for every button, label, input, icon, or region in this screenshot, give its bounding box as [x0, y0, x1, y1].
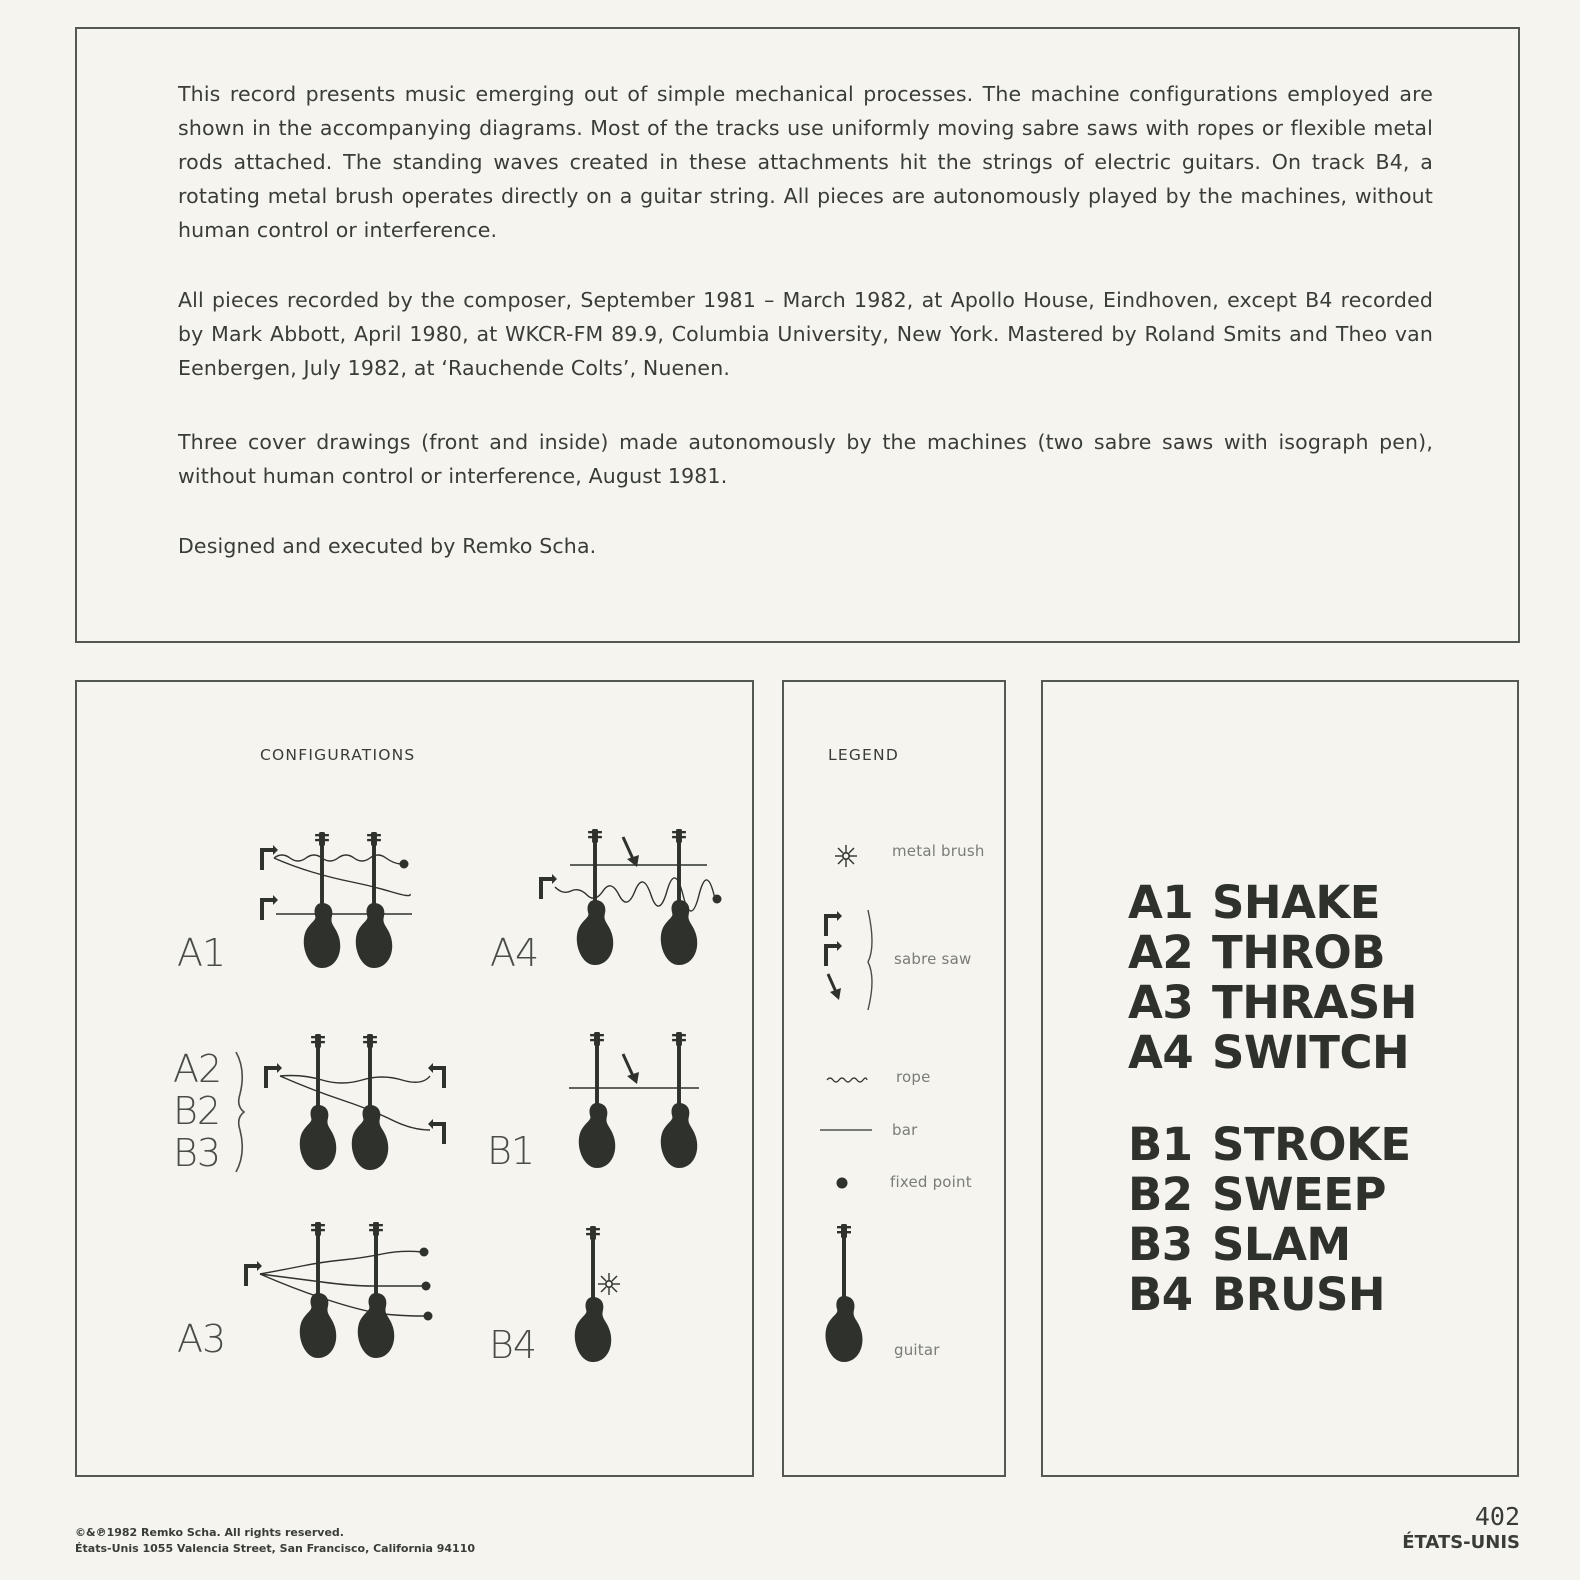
config-diagram-b1 [567, 1032, 707, 1172]
label-name: ÉTATS-UNIS [1402, 1532, 1520, 1553]
legend-label-guitar: guitar [894, 1341, 940, 1359]
config-diagram-a2-b2-b3 [262, 1034, 452, 1174]
track-title: BRUSH [1212, 1268, 1386, 1321]
track-b4 [1128, 1270, 1385, 1320]
legend-label-metal-brush: metal brush [892, 842, 985, 860]
track-title: THRASH [1212, 976, 1417, 1029]
bar-icon [820, 1128, 874, 1132]
track-title: STROKE [1212, 1118, 1411, 1171]
track-code: B2 [1128, 1168, 1193, 1221]
legend-label-fixed-point: fixed point [890, 1173, 972, 1191]
track-title: SWITCH [1212, 1026, 1410, 1079]
track-a4 [1128, 1028, 1409, 1078]
track-code: A2 [1128, 926, 1194, 979]
legend-box [782, 680, 1006, 1477]
liner-notes-paragraph-3: Three cover drawings (front and inside) made autonomously by the machines (two sabre saws with isograph pen), without human control or interference, August 1981. [178, 430, 1433, 488]
config-diagram-a1 [252, 832, 432, 972]
track-b3 [1128, 1220, 1351, 1270]
rope-icon [826, 1074, 868, 1086]
legend-label-rope: rope [896, 1068, 931, 1086]
track-title: THROB [1212, 926, 1386, 979]
track-a2 [1128, 928, 1385, 978]
liner-notes-credit: Designed and executed by Remko Scha. [178, 534, 597, 558]
configurations-box [75, 680, 754, 1477]
fixed-point-icon [835, 1176, 849, 1190]
copyright-line: ©&℗1982 Remko Scha. All rights reserved. [75, 1526, 344, 1539]
track-code: A1 [1128, 876, 1194, 929]
config-label-b1: B1 [487, 1129, 535, 1173]
config-label-b4: B4 [489, 1323, 537, 1367]
track-b2 [1128, 1170, 1386, 1220]
track-code: A3 [1128, 976, 1194, 1029]
config-brace-a2-b3 [232, 1050, 252, 1174]
track-code: B1 [1128, 1118, 1193, 1171]
track-code: B3 [1128, 1218, 1193, 1271]
config-diagram-b4 [573, 1226, 633, 1366]
catalog-number: 402 [1474, 1502, 1520, 1531]
address-line: États-Unis 1055 Valencia Street, San Francisco, California 94110 [75, 1542, 476, 1555]
config-label-b2: B2 [173, 1089, 221, 1133]
config-diagram-a4 [537, 829, 737, 969]
track-a3 [1128, 978, 1417, 1028]
config-label-a1: A1 [177, 931, 226, 975]
config-label-a4: A4 [490, 931, 539, 975]
liner-notes-paragraph-2: All pieces recorded by the composer, September 1981 – March 1982, at Apollo House, Eindhoven, except B4 recorded by Mark Abbott, April 1980, at WKCR-FM 89.9, Columbia University, New York. Mastered by Roland Smits and Theo van Eenbergen, July 1982, at ‘Rauchende Colts’, Nuenen. [178, 288, 1433, 380]
configurations-heading: CONFIGURATIONS [260, 746, 416, 764]
config-label-a3: A3 [177, 1317, 226, 1361]
sabre-saw-icon [822, 906, 882, 1012]
track-title: SHAKE [1212, 876, 1381, 929]
legend-heading: LEGEND [828, 746, 899, 764]
liner-notes-box [75, 27, 1520, 643]
config-label-b3: B3 [173, 1131, 221, 1175]
guitar-icon [822, 1224, 866, 1364]
track-list-box [1041, 680, 1519, 1477]
track-a1 [1128, 878, 1380, 928]
liner-notes-paragraph-1: This record presents music emerging out of simple mechanical processes. The machine configurations employed are shown in the accompanying diagrams. Most of the tracks use uniformly moving sabre saws with ropes or flexible metal rods attached. The standing waves created in these attachments hit the strings of electric guitars. On track B4, a rotating metal brush operates directly on a guitar string. All pieces are autonomously played by the machines, without human control or interference. [178, 82, 1433, 242]
track-title: SLAM [1212, 1218, 1351, 1271]
legend-label-sabre-saw: sabre saw [894, 950, 972, 968]
config-diagram-a3 [242, 1222, 442, 1362]
config-label-a2: A2 [173, 1047, 222, 1091]
track-b1 [1128, 1120, 1411, 1170]
track-code: B4 [1128, 1268, 1193, 1321]
track-code: A4 [1128, 1026, 1194, 1079]
legend-label-bar: bar [892, 1121, 918, 1139]
track-title: SWEEP [1212, 1168, 1387, 1221]
metal-brush-icon [834, 844, 858, 868]
